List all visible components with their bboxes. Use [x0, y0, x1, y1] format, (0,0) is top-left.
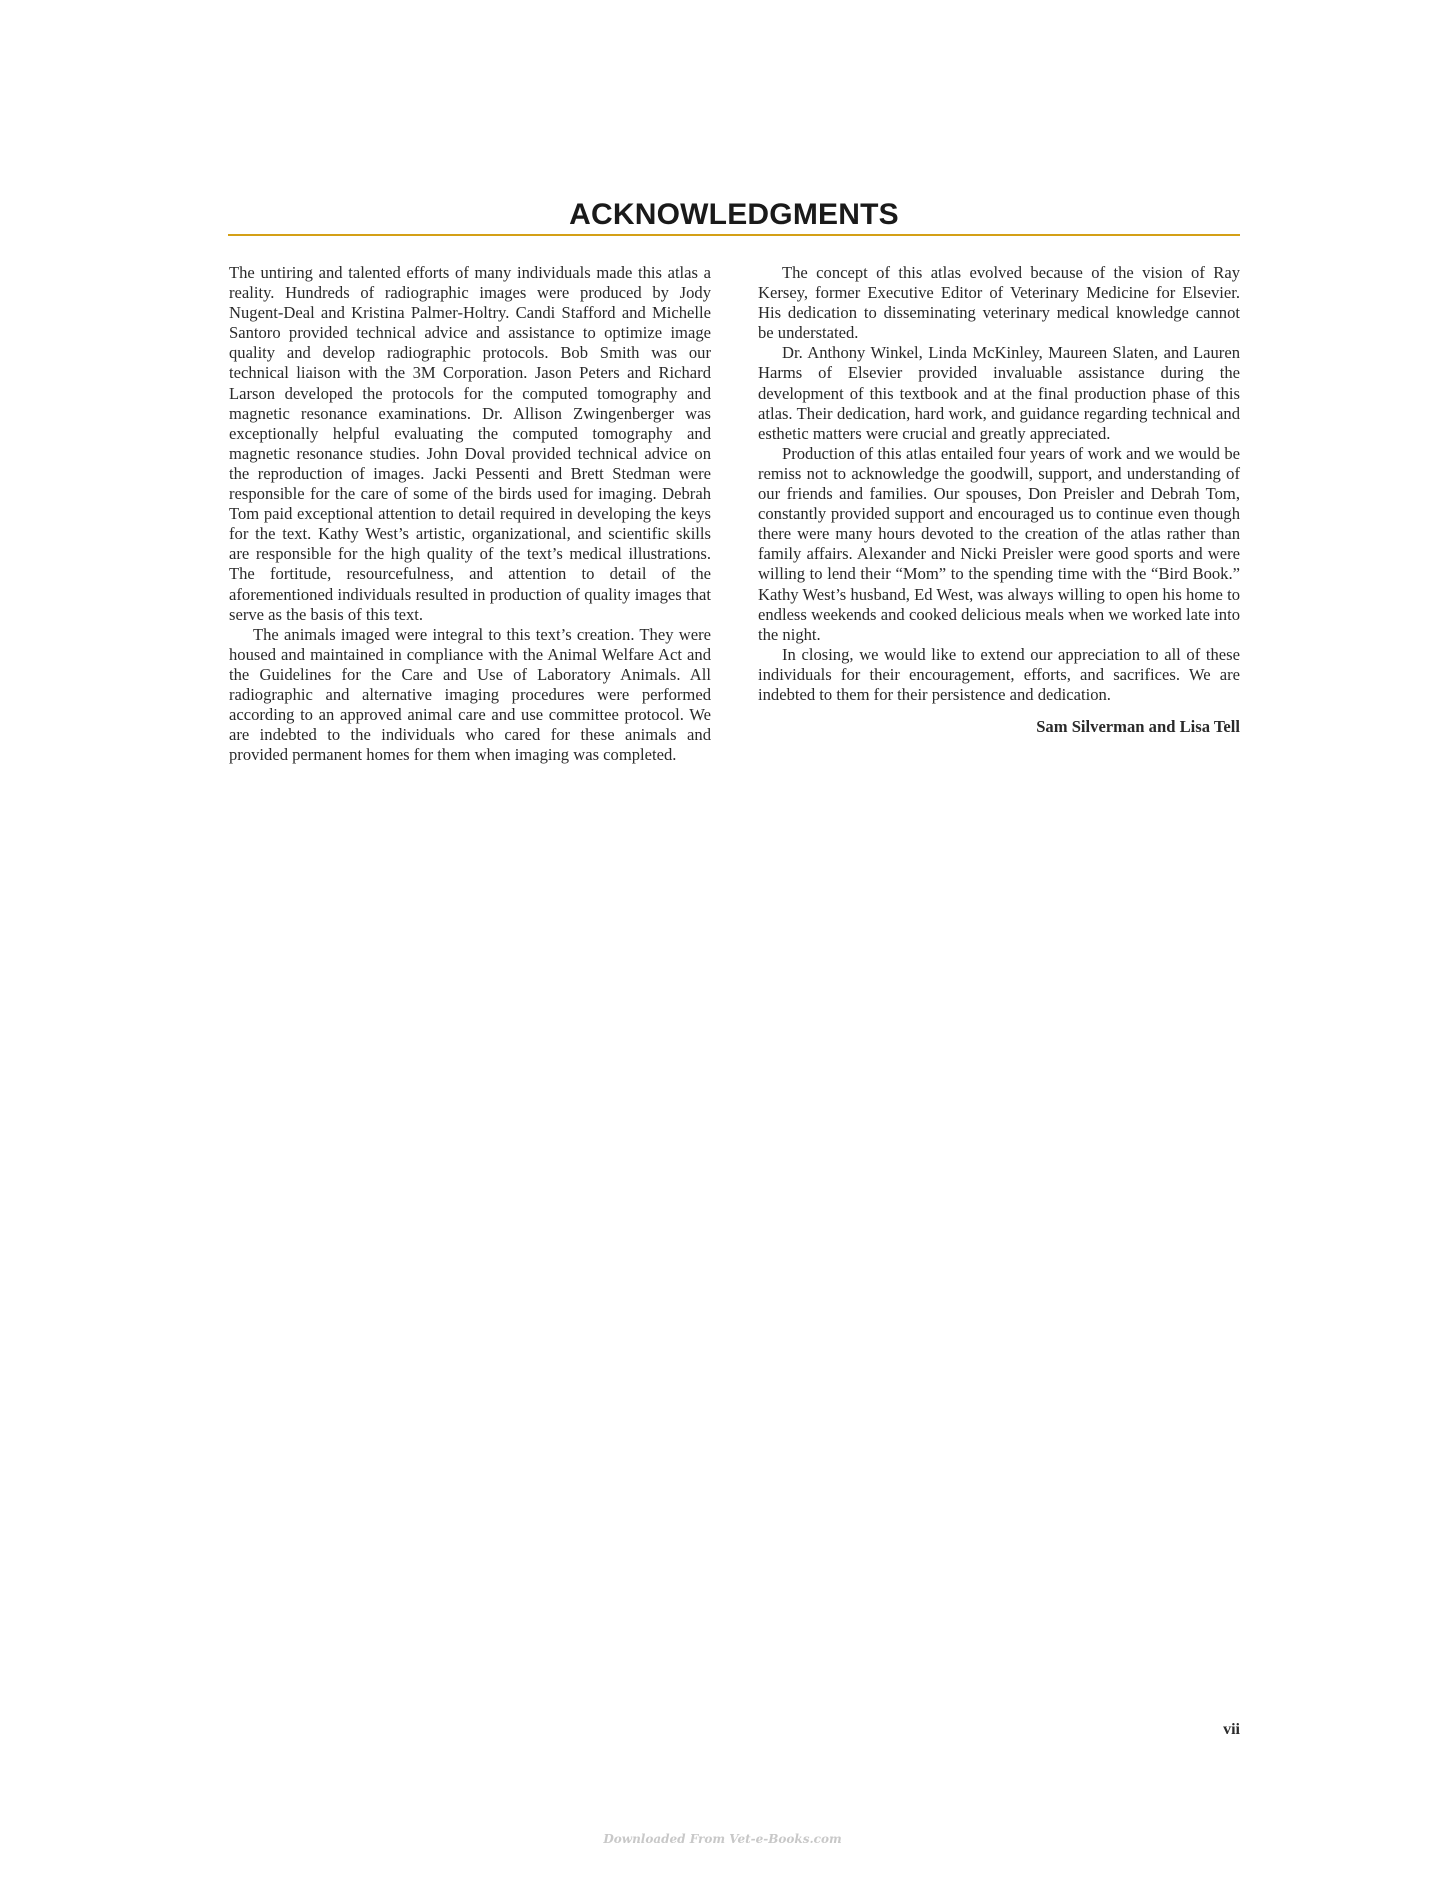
paragraph-concept: The concept of this atlas evolved because of the vision of Ray Kersey, former Executive Editor of Veterinary Medicine for Elsevier. His dedication to disseminating veterinary medical knowledge cannot be understated.: [758, 263, 1240, 343]
page-title: ACKNOWLEDGMENTS: [569, 198, 899, 231]
right-text-column: [758, 263, 1240, 737]
paragraph-animals: The animals imaged were integral to this text’s creation. They were housed and maintained in compliance with the Animal Welfare Act and the Guidelines for the Care and Use of Laboratory Animals. All radiographic and alternative imaging procedures were performed according to an approved animal care and use committee protocol. We are indebted to the individuals who cared for these animals and provided permanent homes for them when imaging was completed.: [229, 624, 711, 765]
download-watermark: Downloaded From Vet-e-Books.com: [603, 1832, 842, 1846]
title-divider: [228, 234, 1240, 236]
page-number: vii: [1223, 1721, 1240, 1738]
left-text-column: [229, 263, 711, 765]
paragraph-closing: In closing, we would like to extend our appreciation to all of these individuals for their encouragement, efforts, and sacrifices. We are indebted to them for their persistence and dedication.: [758, 644, 1240, 704]
paragraph-families: Production of this atlas entailed four years of work and we would be remiss not to acknowledge the goodwill, support, and understanding of our friends and families. Our spouses, Don Preisler and Debrah Tom, constantly provided support and encouraged us to continue even though there were many hours devoted to the creation of the atlas rather than family affairs. Alexander and Nicki Preisler were good sports and were willing to lend their “Mom” to the spending time with the “Bird Book.” Kathy West’s husband, Ed West, was always willing to open his home to endless weekends and cooked delicious meals when we worked late into the night.: [758, 443, 1240, 644]
paragraph-contributors: The untiring and talented efforts of many individuals made this atlas a reality. Hundreds of radiographic images were produced by Jody Nugent-Deal and Kristina Palmer-Holtry. Candi Stafford and Michelle Santoro provided technical advice and assistance to optimize image quality and develop radiographic protocols. Bob Smith was our technical liaison with the 3M Corporation. Jason Peters and Richard Larson developed the protocols for the computed tomography and magnetic resonance examinations. Dr. Allison Zwingenberger was exceptionally helpful evaluating the computed tomography and magnetic resonance studies. John Doval provided technical advice on the reproduction of images. Jacki Pessenti and Brett Stedman were responsible for the care of some of the birds used for imaging. Debrah Tom paid exceptional attention to detail required in developing the keys for the text. Kathy West’s artistic, organizational, and scientific skills are responsible for the high quality of the text’s medical illustrations. The fortitude, resourcefulness, and attention to detail of the aforementioned individuals resulted in production of quality images that serve as the basis of this text.: [229, 263, 711, 624]
paragraph-elsevier: Dr. Anthony Winkel, Linda McKinley, Maureen Slaten, and Lauren Harms of Elsevier provided invaluable assistance during the development of this textbook and at the final production phase of this atlas. Their dedication, hard work, and guidance regarding technical and esthetic matters were crucial and greatly appreciated.: [758, 343, 1240, 443]
author-signature: Sam Silverman and Lisa Tell: [1036, 717, 1240, 737]
